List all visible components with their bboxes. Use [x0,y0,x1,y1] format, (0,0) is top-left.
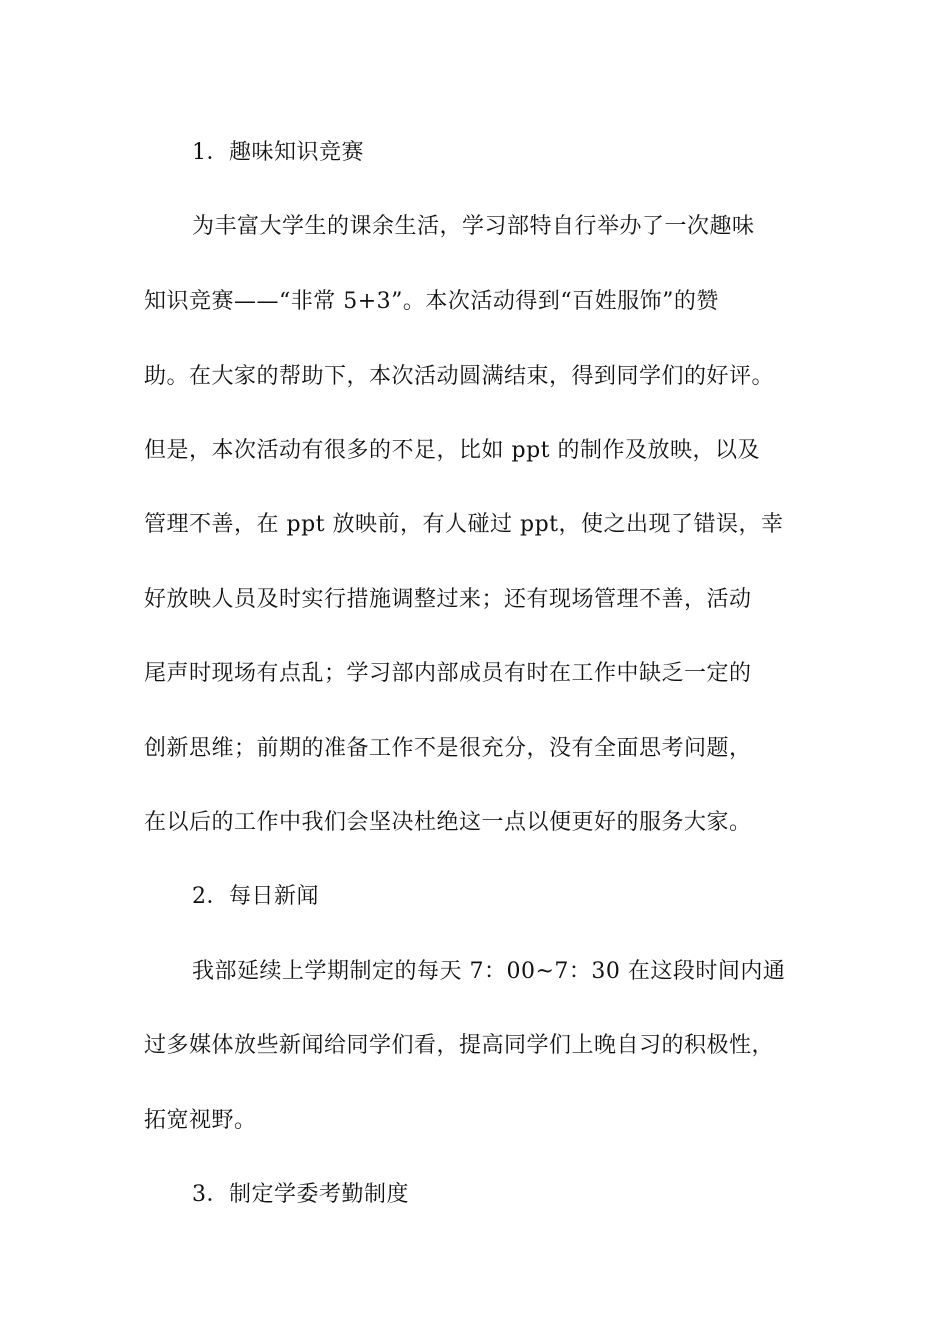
paragraph-line: 知识竞赛——“非常 5+3”。本次活动得到“百姓服饰”的赞 [144,289,719,314]
paragraph-line: 管理不善，在 ppt 放映前，有人碰过 ppt，使之出现了错误，幸 [144,512,784,537]
paragraph-line: 我部延续上学期制定的每天 7：00~7：30 在这段时间内通 [192,959,786,984]
section-heading-1: 1．趣味知识竞赛 [192,140,364,165]
paragraph-line: 创新思维；前期的准备工作不是很充分，没有全面思考问题， [144,736,752,761]
paragraph-line: 好放映人员及时实行措施调整过来；还有现场管理不善，活动 [144,587,752,612]
section-heading-2: 2．每日新闻 [192,884,319,909]
paragraph-line: 过多媒体放些新闻给同学们看，提高同学们上晚自习的积极性， [144,1033,775,1058]
paragraph-line: 助。在大家的帮助下，本次活动圆满结束，得到同学们的好评。 [144,364,775,389]
section-heading-3: 3．制定学委考勤制度 [192,1182,409,1207]
paragraph-line: 拓宽视野。 [144,1108,257,1133]
paragraph-line: 尾声时现场有点乱；学习部内部成员有时在工作中缺乏一定的 [144,661,752,686]
paragraph-line: 在以后的工作中我们会坚决杜绝这一点以便更好的服务大家。 [144,810,752,835]
paragraph-line: 但是，本次活动有很多的不足，比如 ppt 的制作及放映，以及 [144,438,760,463]
paragraph-line: 为丰富大学生的课余生活，学习部特自行举办了一次趣味 [192,214,755,239]
